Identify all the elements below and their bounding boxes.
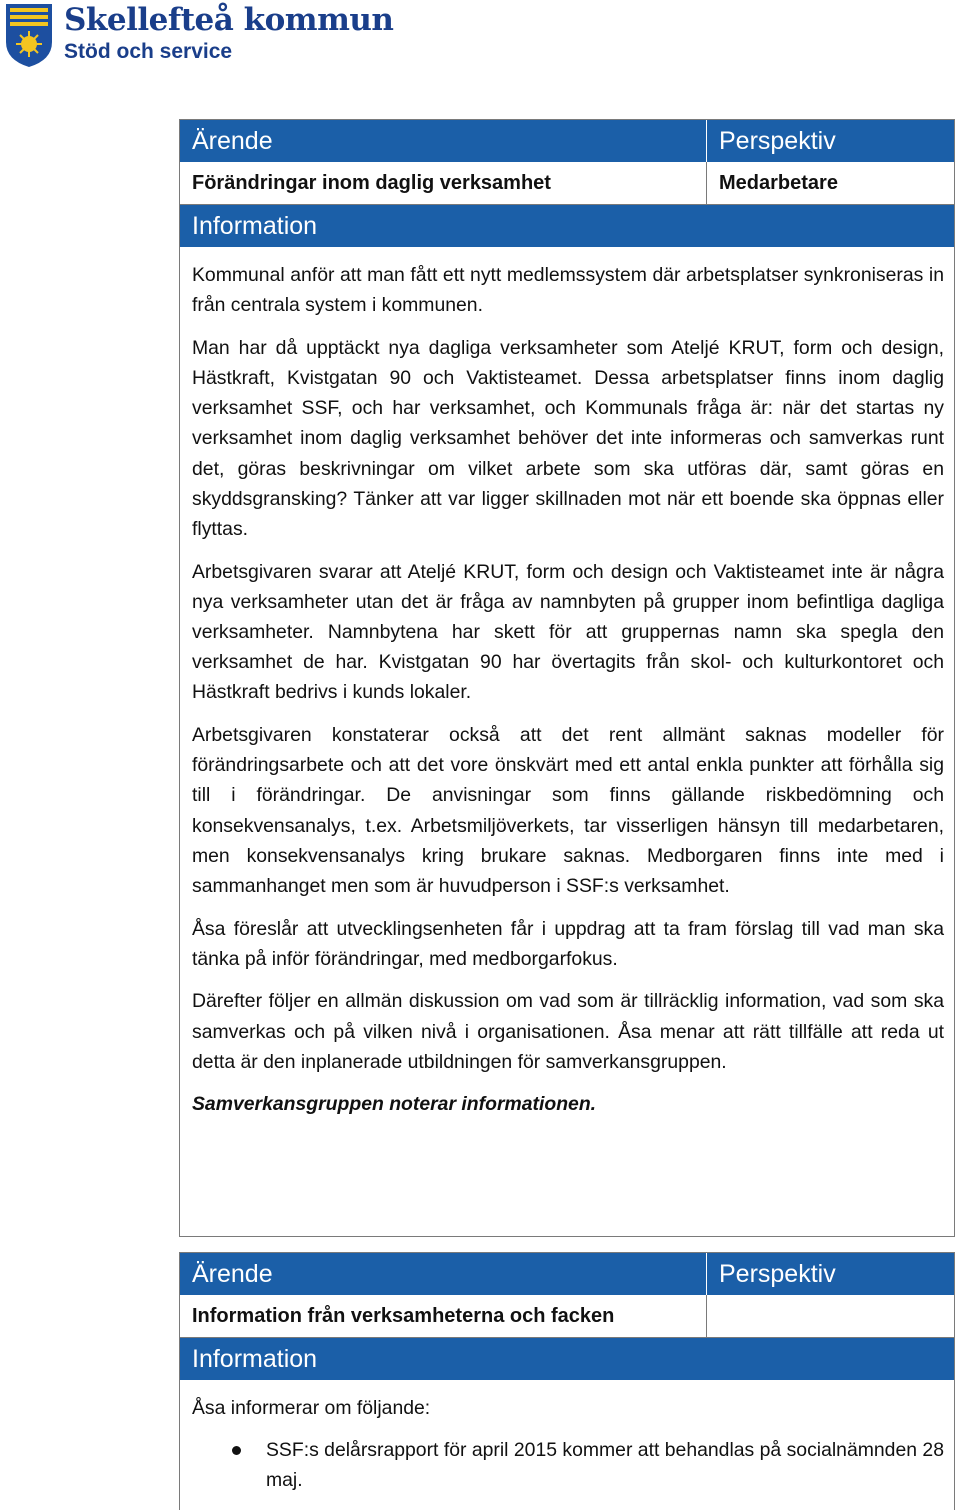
header-logo: [4, 2, 404, 72]
case-row: [180, 1295, 954, 1338]
information-heading: Information: [180, 205, 954, 247]
information-body: [192, 260, 944, 1132]
paragraph: Arbetsgivaren svarar att Ateljé KRUT, form och design och Vaktisteamet inte är några nya verksamheter utan det är fråga av namnbyten på grupper inom befintliga dagliga verksamheter. Namnbytena har skett för att gruppernas namn ska spegla den verksamhet de har. Kvistgatan 90 har övertagits från skol- och kulturkontoret och Hästkraft bedrivs i kunds lokaler.: [192, 560, 944, 704]
list-item: [192, 1435, 944, 1495]
information-body: [192, 1393, 944, 1496]
coat-of-arms-icon: [4, 2, 54, 68]
conclusion: Samverkansgruppen noterar informationen.: [192, 1093, 597, 1116]
org-name: Skellefteå kommun: [64, 2, 394, 38]
bullet-icon: [232, 1446, 241, 1455]
case-perspective: [706, 1295, 954, 1337]
paragraph: Kommunal anför att man fått ett nytt medlemssystem där arbetsplatser synkroniseras in från centrala system i kommunen.: [192, 264, 944, 317]
case-perspective: Medarbetare: [706, 162, 954, 204]
case-row: [180, 162, 954, 205]
case-title: Förändringar inom daglig verksamhet: [192, 172, 551, 194]
perspektiv-heading: Perspektiv: [706, 120, 954, 162]
case-title: Information från verksamheterna och facken: [192, 1305, 615, 1327]
paragraph: Man har då upptäckt nya dagliga verksamheter som Ateljé KRUT, form och design, Hästkraft, Kvistgatan 90 och Vaktisteamet. Dessa arbetsplatser finns inom daglig verksamhet SSF, och har verksamhet, och Kommunals fråga är: när det startas ny verksamhet inom daglig verksamhet behöver det inte informeras och samverkas runt det, göras beskrivningar om vilket arbete som ska utföras där, samt göras en skyddsgransking? Tänker att var ligger skillnaden mot när ett boende ska öppnas eller flyttas.: [192, 336, 944, 541]
intro-text: Åsa informerar om följande:: [192, 1397, 431, 1419]
paragraph: Arbetsgivaren konstaterar också att det rent allmänt saknas modeller för förändringsarbete och att det vore önskvärt med ett antal enkla punkter att förhålla sig till i förändringar. De anvisningar som finns gällande riskbedömning och konsekvensanalys, t.ex. Arbetsmiljöverkets, tar visserligen hänsyn till medarbetaren, men konsekvensanalys kring brukare saknas. Medborgaren finns inte med i sammanhanget men som är huvudperson i SSF:s verksamhet.: [192, 724, 944, 898]
arende-heading: Ärende: [180, 120, 706, 162]
information-heading: Information: [180, 1338, 954, 1380]
perspektiv-heading: Perspektiv: [706, 1253, 954, 1295]
list-item-text: SSF:s delårsrapport för april 2015 kommer att behandlas på socialnämnden 28 maj.: [266, 1439, 944, 1492]
paragraph: Därefter följer en allmän diskussion om vad som är tillräcklig information, vad som ska samverkas och på vilken nivå i organisationen. Åsa menar att rätt tillfälle att reda ut detta är den inplanerade utbildningen för samverkansgruppen.: [192, 990, 944, 1073]
case-section-2: [179, 1252, 955, 1510]
case-section-1: [179, 119, 955, 1237]
department-name: Stöd och service: [64, 40, 233, 63]
arende-heading: Ärende: [180, 1253, 706, 1295]
paragraph: Åsa föreslår att utvecklingsenheten får i uppdrag att ta fram förslag till vad man ska tänka på inför förändringar, med medborgarfokus.: [192, 917, 944, 970]
bullet-list: [192, 1435, 944, 1495]
